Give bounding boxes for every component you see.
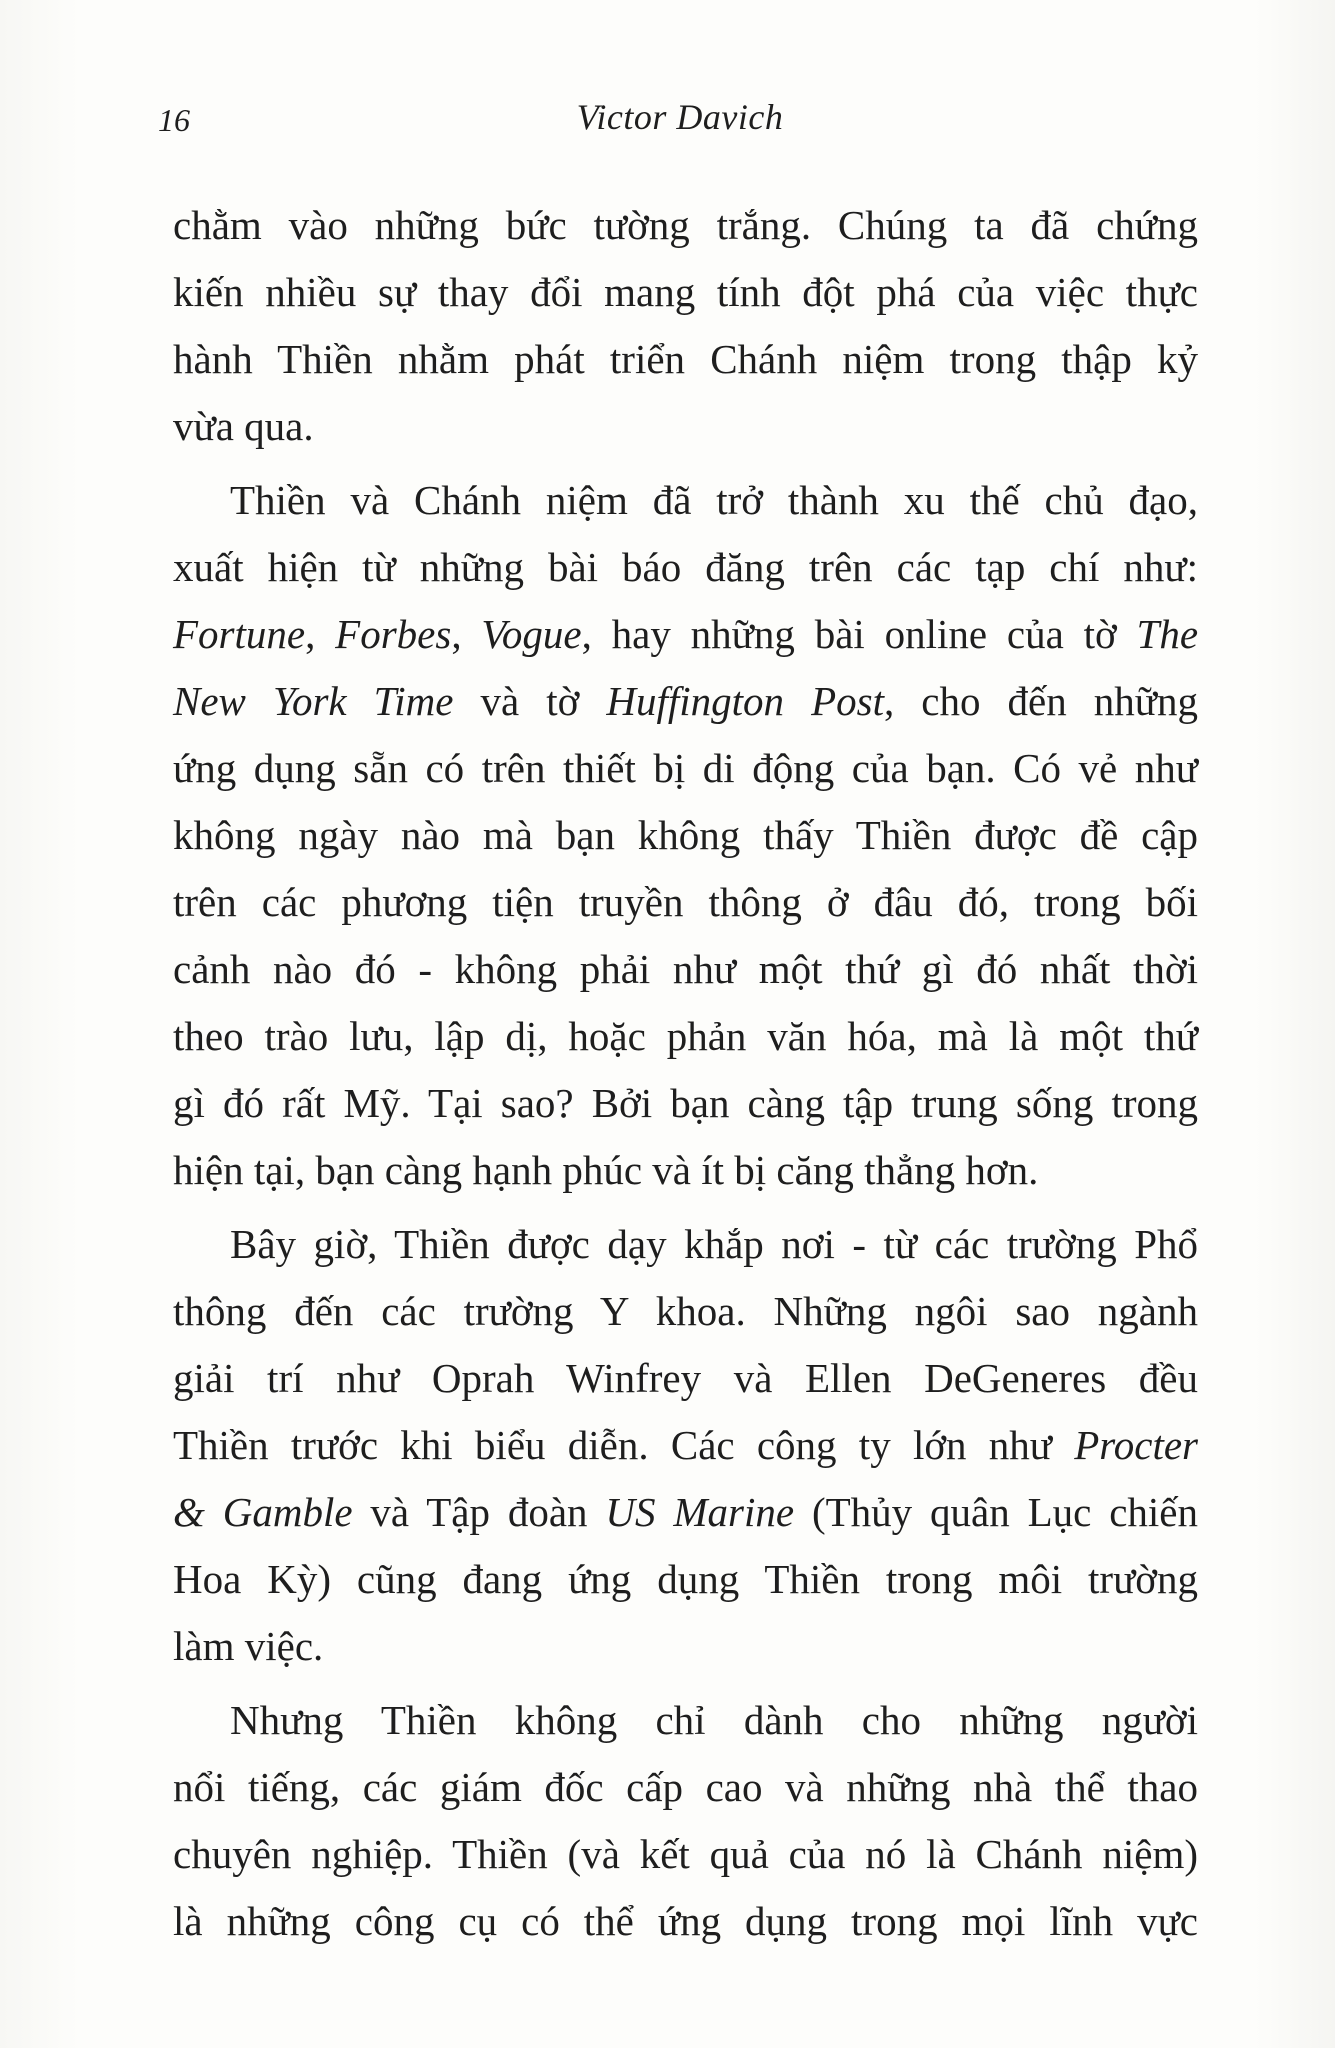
paragraph [173, 1687, 1198, 1955]
text-span: Thiền trước khi biểu diễn. Các công ty lớn như [173, 1422, 1075, 1468]
text-line [173, 802, 1198, 869]
italic-text: New York Time [173, 678, 454, 724]
text-span: theo trào lưu, lập dị, hoặc phản văn hóa, mà là một thứ [173, 1013, 1198, 1059]
text-span: , [305, 611, 336, 657]
text-span: và tờ [453, 678, 607, 724]
text-span: Bây giờ, Thiền được dạy khắp nơi - từ các trường Phổ [230, 1221, 1198, 1267]
text-line [173, 326, 1198, 393]
text-line [173, 534, 1198, 601]
text-line [173, 936, 1198, 1003]
text-span: nổi tiếng, các giám đốc cấp cao và những nhà thể thao [173, 1764, 1198, 1810]
text-line [173, 601, 1198, 668]
text-line [173, 192, 1198, 259]
running-title: Victor Davich [576, 97, 784, 137]
page-header [150, 96, 1210, 146]
text-line [173, 1613, 1198, 1680]
paragraph [173, 1211, 1198, 1680]
text-line [173, 1070, 1198, 1137]
text-span: Nhưng Thiền không chỉ dành cho những người [230, 1697, 1198, 1743]
text-line [173, 1003, 1198, 1070]
italic-text: The [1136, 611, 1199, 657]
text-span: , cho đến những [883, 678, 1198, 724]
paragraph [173, 467, 1198, 1204]
text-span: ứng dụng sẵn có trên thiết bị di động của bạn. Có vẻ như [173, 745, 1198, 791]
text-span: gì đó rất Mỹ. Tại sao? Bởi bạn càng tập trung sống trong [173, 1080, 1198, 1126]
text-span: thông đến các trường Y khoa. Những ngôi sao ngành [173, 1288, 1198, 1334]
text-line [173, 1754, 1198, 1821]
paragraph [173, 192, 1198, 460]
text-line [173, 1412, 1198, 1479]
text-span: , [451, 611, 482, 657]
text-span: là những công cụ có thể ứng dụng trong mọi lĩnh vực [173, 1898, 1198, 1944]
text-line [173, 467, 1198, 534]
text-line [173, 1479, 1198, 1546]
body-text [173, 192, 1198, 1955]
text-line [173, 1137, 1198, 1204]
text-line [173, 1821, 1198, 1888]
text-span: , hay những bài online của tờ [581, 611, 1137, 657]
text-line [173, 1345, 1198, 1412]
text-span: hiện tại, bạn càng hạnh phúc và ít bị căng thẳng hơn. [173, 1147, 1039, 1193]
text-line [173, 1888, 1198, 1955]
text-span: (Thủy quân Lục chiến [794, 1489, 1198, 1535]
italic-text: Fortune [173, 611, 306, 657]
text-span: trên các phương tiện truyền thông ở đâu đó, trong bối [173, 879, 1198, 925]
italic-text: Huffington Post [606, 678, 884, 724]
text-span: làm việc. [173, 1623, 324, 1669]
text-span: Thiền và Chánh niệm đã trở thành xu thế chủ đạo, [230, 477, 1198, 523]
italic-text: US Marine [605, 1489, 795, 1535]
text-line [173, 259, 1198, 326]
page-number: 16 [158, 102, 190, 138]
text-span: chằm vào những bức tường trắng. Chúng ta đã chứng [173, 202, 1198, 248]
text-span: xuất hiện từ những bài báo đăng trên các tạp chí như: [173, 544, 1198, 590]
text-line [173, 735, 1198, 802]
text-span: Hoa Kỳ) cũng đang ứng dụng Thiền trong môi trường [173, 1556, 1198, 1602]
italic-text: Procter [1074, 1422, 1198, 1468]
text-line [173, 1546, 1198, 1613]
text-line [173, 1687, 1198, 1754]
italic-text: Forbes [335, 611, 452, 657]
italic-text: Vogue [481, 611, 582, 657]
text-line [173, 668, 1198, 735]
text-span: hành Thiền nhằm phát triển Chánh niệm trong thập kỷ [173, 336, 1198, 382]
italic-text: & Gamble [173, 1489, 353, 1535]
text-line [173, 1278, 1198, 1345]
text-line [173, 393, 1198, 460]
text-span: vừa qua. [173, 403, 314, 449]
text-span: chuyên nghiệp. Thiền (và kết quả của nó là Chánh niệm) [173, 1831, 1198, 1877]
text-span: giải trí như Oprah Winfrey và Ellen DeGeneres đều [173, 1355, 1198, 1401]
text-span: không ngày nào mà bạn không thấy Thiền được đề cập [173, 812, 1198, 858]
text-span: cảnh nào đó - không phải như một thứ gì đó nhất thời [173, 946, 1198, 992]
text-span: và Tập đoàn [352, 1489, 606, 1535]
text-span: kiến nhiều sự thay đổi mang tính đột phá của việc thực [173, 269, 1198, 315]
text-line [173, 1211, 1198, 1278]
text-line [173, 869, 1198, 936]
